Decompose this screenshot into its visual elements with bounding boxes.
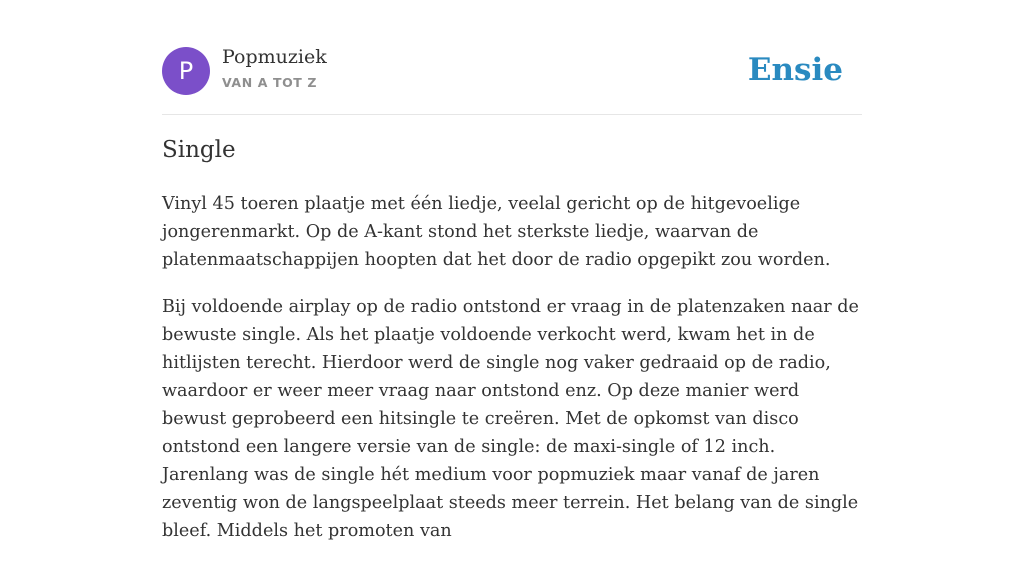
page: [162, 0, 862, 541]
article-body: [162, 190, 862, 564]
avatar[interactable]: P: [162, 47, 210, 95]
brand-logo[interactable]: Ensie: [747, 52, 843, 88]
page-title: Single: [162, 137, 236, 163]
site-name[interactable]: Popmuziek: [222, 46, 327, 68]
article-paragraph: Bij voldoende airplay op de radio ontstond er vraag in de platenzaken naar de bewuste single. Als het plaatje voldoende verkocht werd, kwam het in de hitlijsten terecht. Hierdoor werd de single nog vaker gedraaid op de radio, waardoor er weer meer vraag naar ontstond enz. Op deze manier werd bewust geprobeerd een hitsingle te creëren. Met de opkomst van disco ontstond een langere versie van de single: de maxi-single of 12 inch. Jarenlang was de single hét medium voor popmuziek maar vanaf de jaren zeventig won de langspeelplaat steeds meer terrein. Het belang van de single bleef. Middels het promoten van: [162, 297, 859, 541]
article-paragraph: Vinyl 45 toeren plaatje met één liedje, veelal gericht op de hitgevoelige jongerenmarkt. Op de A-kant stond het sterkste liedje, waarvan de platenmaatschappijen hoopten dat het door de radio opgepikt zou worden.: [162, 194, 831, 270]
site-subtitle: VAN A TOT Z: [222, 75, 318, 90]
header: [162, 0, 862, 115]
